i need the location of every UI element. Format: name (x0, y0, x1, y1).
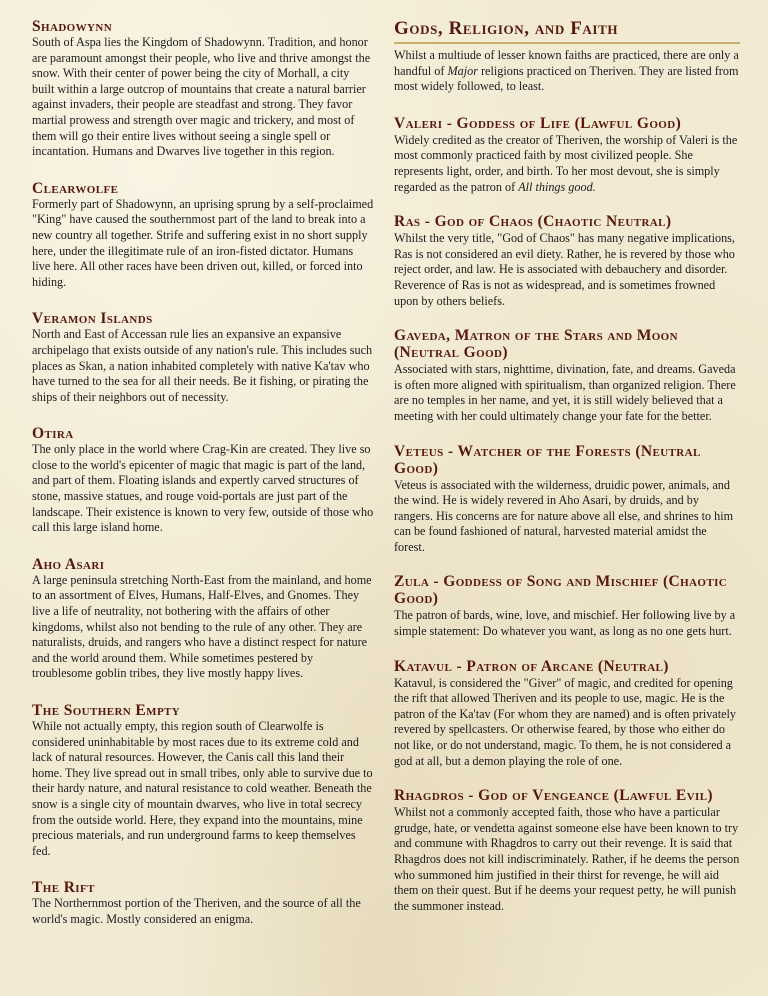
deity-section-veteus (394, 443, 740, 556)
intro-emphasis: Major (447, 63, 478, 78)
region-heading: The Southern Empty (32, 702, 181, 719)
deity-description (394, 133, 740, 195)
region-section-clearwolfe (32, 180, 374, 291)
section-title: Gods, Religion, and Faith (394, 18, 740, 44)
deity-section-rhagdros (394, 787, 740, 914)
deity-section-gaveda (394, 327, 740, 424)
deity-emphasis: All things good. (518, 179, 596, 194)
region-heading: Shadowynn (32, 18, 113, 35)
deity-description: Veteus is associated with the wilderness, druidic power, animals, and the wind. He is widely revered in Aho Asari, by druids, and by rangers. His concerns are for nature above all else, and shrines to him can be found fashioned of natural, harvested material amidst the forest. (394, 477, 734, 554)
right-column (394, 18, 740, 932)
deity-description: Whilst the very title, "God of Chaos" has many negative implications, Ras is not considered an evil diety. Rather, he is revered by those who reject order, and law. He is associated with debauchery and disorder. Reverence of Ras is not as widespread, and is sometimes frowned upon by others beliefs. (394, 231, 735, 308)
deity-text: Widely credited as the creator of Theriven, the worship of Valeri is the most commonly practiced faith by most civilized people. She represents light, order, and birth. To her most devout, she is simply regarded as the patron of (394, 132, 738, 194)
region-description: The only place in the world where Crag-Kin are created. They live so close to the world's epicenter of magic that magic is part of the land, and part of them. Floating islands and expertly carved structures of stone, massive statues, and rouge void-portals are just part of the landscape. Their existence is known to very few, outside of those who call this large island home. (32, 442, 374, 535)
region-section-the-rift (32, 879, 374, 927)
region-description: While not actually empty, this region south of Clearwolfe is considered uninhabitable by most races due to its extreme cold and lack of natural resources. However, the Canis call this land their home. They live spread out in small tribes, only able to survive due to their hardy nature, and natural resistance to cold weather. Beneath the snow is a single city of mountain dwarves, who live in total secrecy from the outside world. Here, they expand into the mountains, mine precious materials, and run underground farms to keep themselves fed. (32, 719, 373, 858)
region-heading: Clearwolfe (32, 179, 119, 197)
intro-text: religions practiced on Theriven. They are listed from most widely followed, to least. (394, 63, 739, 94)
deity-description: The patron of bards, wine, love, and mischief. Her following live by a simple statement: Do whatever you want, as long as no one gets hurt. (394, 608, 736, 639)
region-heading: The Rift (32, 879, 95, 897)
region-description: South of Aspa lies the Kingdom of Shadowynn. Tradition, and honor are paramount amongst their people, who live and thrive amongst the snow. With their center of power being the city of Morhall, a city built within a large outcrop of mountains that create a natural barrier against invaders, their people are steadfast and strong. They favor martial prowess and strength over magic and trickery, and most of them will go their entire lives without seeing a single spell or incantation. Humans and Dwarves live together in this region. (32, 35, 371, 159)
deity-section-zula (394, 573, 740, 639)
deity-description: Associated with stars, nighttime, divination, fate, and dreams. Gaveda is often more aligned with spiritualism, than organized religion. There are no temples in her name, and yet, it is still widely believed that a meeting with her could ultimately change your fate for the better. (394, 362, 736, 423)
region-section-aho-asari (32, 556, 374, 682)
region-section-shadowynn (32, 18, 374, 160)
region-section-veramon-islands (32, 310, 374, 405)
intro-text: Whilst a multiude of lesser known faiths are practiced, there are only a handful of (394, 48, 739, 78)
region-heading: Otira (32, 425, 74, 443)
deity-description: Whilst not a commonly accepted faith, those who have a particular grudge, hate, or vendetta against someone else have been known to try and commune with Rhagdros to carry out their revenge. It is said that Rhagdros does not kill indiscriminately. Rather, if he deems the person who summoned him justified in their thirst for revenge, he will aid them on their quest. But if he deems your request petty, he will punish the summoner instead. (394, 805, 740, 913)
region-heading: Aho Asari (32, 555, 105, 573)
deity-heading: Valeri - Goddess of Life (Lawful Good) (394, 114, 682, 132)
deity-heading: Ras - God of Chaos (Chaotic Neutral) (394, 213, 672, 231)
region-description: Formerly part of Shadowynn, an uprising sprung by a self-proclaimed "King" have caused the southernmost part of the land to break into a new country all together. Strife and suffering exist in no short supply here, under the illegitimate rule of an iron-fisted dictator. Humans live here. All other races have been driven out, killed, or forced into hiding. (32, 196, 374, 289)
left-column (32, 18, 374, 948)
deity-heading: Rhagdros - God of Vengeance (Lawful Evil) (394, 787, 713, 805)
region-description: The Northernmost portion of the Theriven, and the source of all the world's magic. Mostly considered an enigma. (32, 896, 361, 926)
deity-description: Katavul, is considered the "Giver" of magic, and credited for opening the rift that allowed Theriven and its people to use, magic. He is the patron of the Ka'tav (For whom they are named) and is often privately revered by spellcasters. Or otherwise feared, by those who either do not like, or do not understand, magic. To them, he is not considered a god at all, but a demon playing the role of one. (394, 675, 736, 768)
deity-section-valeri (394, 115, 740, 195)
deity-heading: Katavul - Patron of Arcane (Neutral) (394, 657, 669, 675)
region-section-otira (32, 425, 374, 536)
deity-heading: Gaveda, Matron of the Stars and Moon (Neutral Good) (394, 327, 678, 362)
deity-heading: Veteus - Watcher of the Forests (Neutral Good) (394, 442, 701, 477)
region-heading: Veramon Islands (32, 310, 153, 328)
region-description: North and East of Accessan rule lies an expansive an expansive archipelago that exists outside of any nation's rule. This includes such places as Skan, a nation inhabited completely with native Ka'tav who have turned to the sea for all their needs. Be it fishing, or pirating the ships of their neighbors out of necessity. (32, 327, 373, 404)
religion-intro (394, 48, 740, 95)
deity-section-katavul (394, 658, 740, 770)
region-section-southern-empty (32, 702, 374, 859)
deity-section-ras (394, 213, 740, 309)
region-description: A large peninsula stretching North-East from the mainland, and home to an assortment of Elves, Humans, Half-Elves, and Gnomes. They live a life of neutrality, not bothering with the affairs of other kingdoms, whilst also not bending to the rule of any other. They are naturalists, druids, and rangers who have a distinct respect for nature and the world around them. While sometimes pestered by troublesome goblin tribes, they live mostly happy lives. (32, 572, 372, 681)
deity-heading: Zula - Goddess of Song and Mischief (Chaotic Good) (394, 573, 728, 608)
